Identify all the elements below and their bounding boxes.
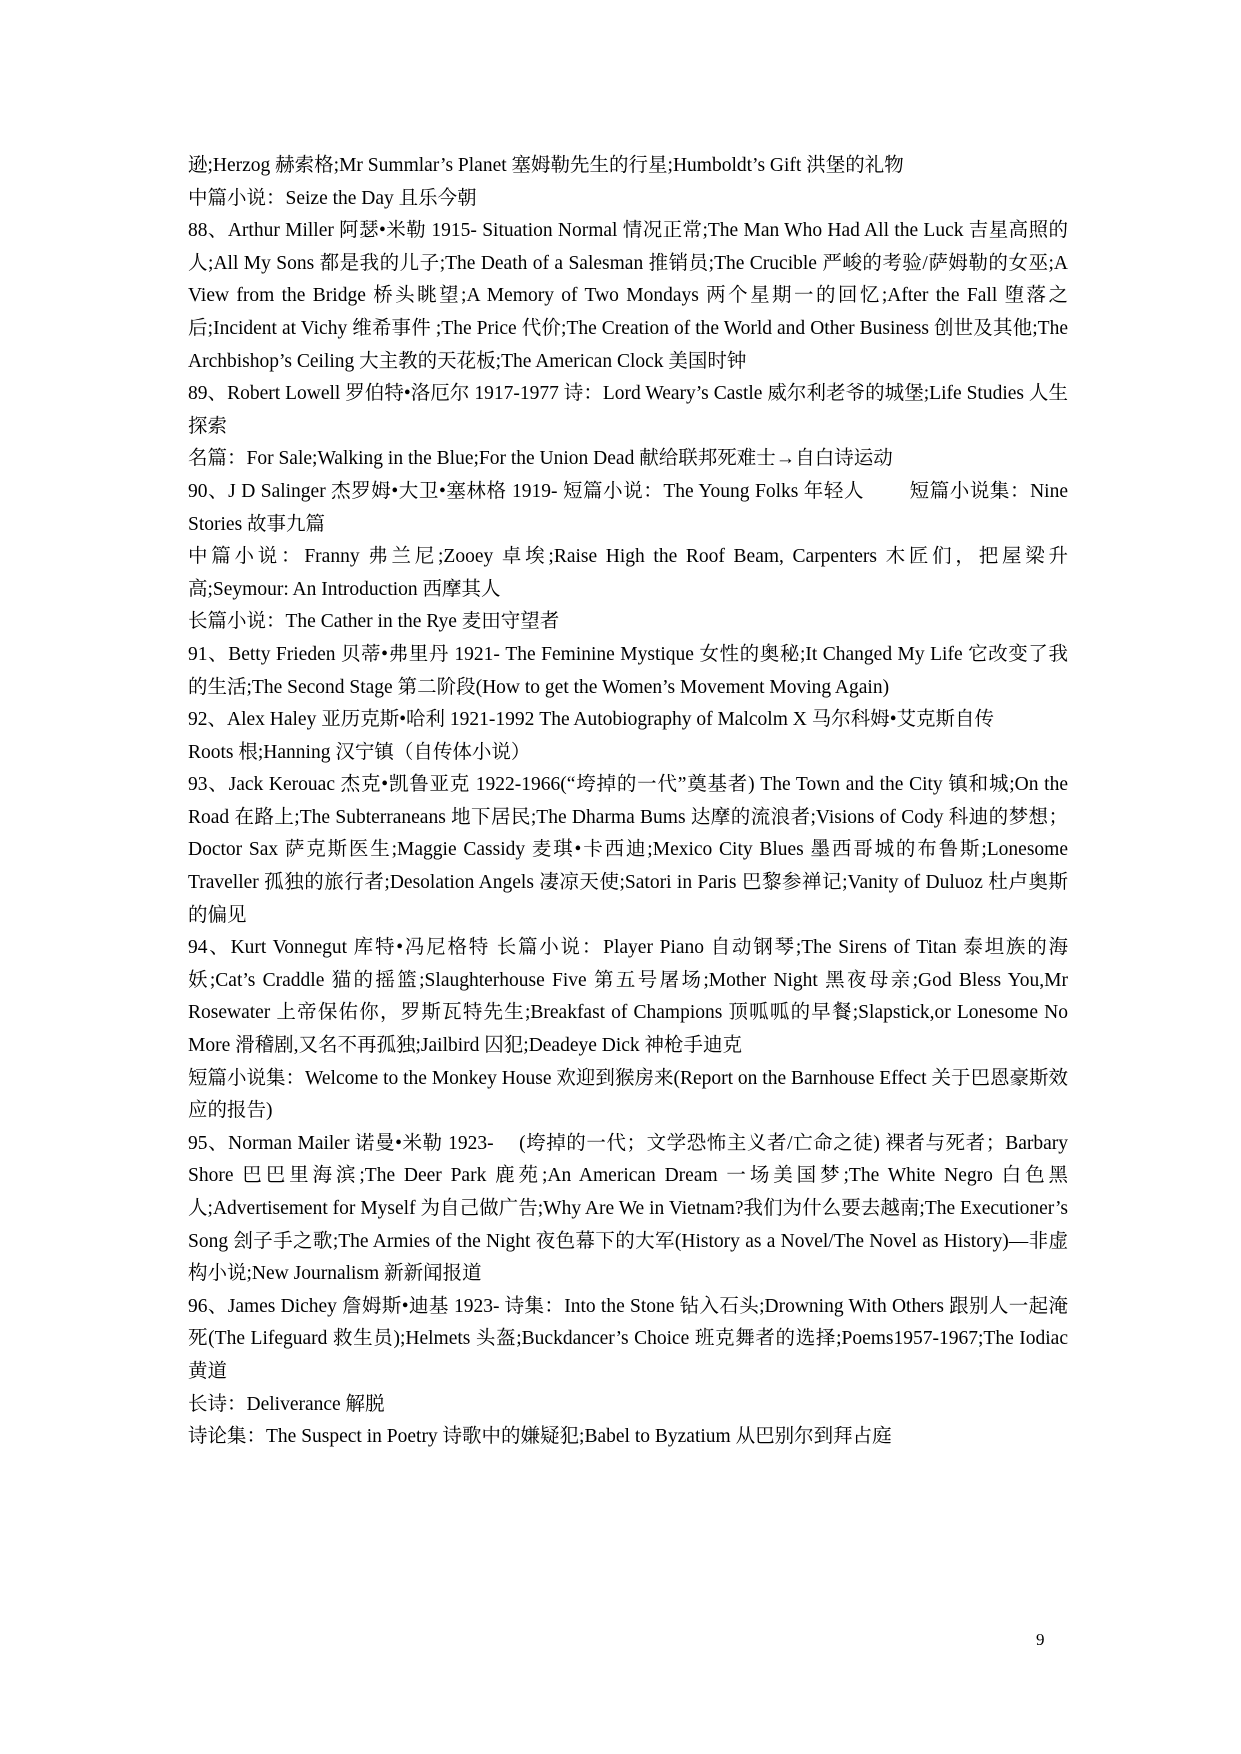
- paragraph: 90、J D Salinger 杰罗姆•大卫•塞林格 1919- 短篇小说：The Young Folks 年轻人 短篇小说集：Nine Stories 故事九篇: [188, 480, 1068, 535]
- paragraph: 长篇小说：The Cather in the Rye 麦田守望者: [188, 611, 560, 633]
- paragraph: 88、Arthur Miller 阿瑟•米勒 1915- Situation Normal 情况正常;The Man Who Had All the Luck 吉星高照的人;All My Sons 都是我的儿子;The Death of a Salesman 推销员;The Crucible 严峻的考验/萨姆勒的女巫;A View from the Bridge 桥头眺望;A Memory of Two Mondays 两个星期一的回忆;After the Fall 堕落之后;Incident at Vichy 维希事件 ;The Price 代价;The Creation of the World and Other Business 创世及其他;The Archbishop’s Ceiling 大主教的天花板;The American Clock 美国时钟: [188, 220, 1068, 372]
- paragraph: 长诗：Deliverance 解脱: [188, 1393, 385, 1415]
- paragraph: 中篇小说：Franny 弗兰尼;Zooey 卓埃;Raise High the Roof Beam, Carpenters 木匠们，把屋梁升高;Seymour: An Introduction 西摩其人: [188, 546, 1068, 600]
- page-body: [188, 150, 1068, 1454]
- paragraph: 名篇：For Sale;Walking in the Blue;For the Union Dead 献给联邦死难士→自白诗运动: [188, 448, 893, 470]
- paragraph: 94、Kurt Vonnegut 库特•冯尼格特 长篇小说：Player Piano 自动钢琴;The Sirens of Titan 泰坦族的海妖;Cat’s Craddle 猫的摇篮;Slaughterhouse Five 第五号屠场;Mother Night 黑夜母亲;God Bless You,Mr Rosewater 上帝保佑你，罗斯瓦特先生;Breakfast of Champions 顶呱呱的早餐;Slapstick,or Lonesome No More 滑稽剧,又名不再孤独;Jailbird 囚犯;Deadeye Dick 神枪手迪克: [188, 937, 1068, 1057]
- paragraph: 逊;Herzog 赫索格;Mr Summlar’s Planet 塞姆勒先生的行星;Humboldt’s Gift 洪堡的礼物: [188, 155, 904, 176]
- paragraph: 中篇小说：Seize the Day 且乐今朝: [188, 187, 477, 209]
- paragraph: Roots 根;Hanning 汉宁镇（自传体小说）: [188, 741, 531, 763]
- page-number: 9: [1036, 1630, 1045, 1649]
- paragraph: 89、Robert Lowell 罗伯特•洛厄尔 1917-1977 诗：Lord Weary’s Castle 威尔利老爷的城堡;Life Studies 人生探索: [188, 383, 1068, 437]
- paragraph: 95、Norman Mailer 诺曼•米勒 1923- (垮掉的一代；文学恐怖主义者/亡命之徒) 裸者与死者；Barbary Shore 巴巴里海滨;The Deer Park 鹿苑;An American Dream 一场美国梦;The White Negro 白色黑人;Advertisement for Myself 为自己做广告;Why Are We in Vietnam?我们为什么要去越南;The Executioner’s Song 刽子手之歌;The Armies of the Night 夜色幕下的大军(History as a Novel/The Novel as History)—非虚构小说;New Journalism 新新闻报道: [188, 1132, 1068, 1285]
- paragraph: 96、James Dichey 詹姆斯•迪基 1923- 诗集：Into the Stone 钻入石头;Drowning With Others 跟别人一起淹死(The Lifeguard 救生员);Helmets 头盔;Buckdancer’s Choice 班克舞者的选择;Poems1957-1967;The Iodiac 黄道: [188, 1295, 1068, 1382]
- paragraph: 93、Jack Kerouac 杰克•凯鲁亚克 1922-1966(“垮掉的一代”奠基者) The Town and the City 镇和城;On the Road 在路上;The Subterraneans 地下居民;The Dharma Bums 达摩的流浪者;Visions of Cody 科迪的梦想；Doctor Sax 萨克斯医生;Maggie Cassidy 麦琪•卡西迪;Mexico City Blues 墨西哥城的布鲁斯;Lonesome Traveller 孤独的旅行者;Desolation Angels 凄凉天使;Satori in Paris 巴黎参禅记;Vanity of Duluoz 杜卢奥斯的偏见: [188, 774, 1068, 926]
- paragraph: 92、Alex Haley 亚历克斯•哈利 1921-1992 The Autobiography of Malcolm X 马尔科姆•艾克斯自传: [188, 709, 995, 731]
- paragraph: 诗论集：The Suspect in Poetry 诗歌中的嫌疑犯;Babel to Byzatium 从巴别尔到拜占庭: [188, 1426, 892, 1448]
- paragraph: 91、Betty Frieden 贝蒂•弗里丹 1921- The Feminine Mystique 女性的奥秘;It Changed My Life 它改变了我的生活;The Second Stage 第二阶段(How to get the Women’s Movement Moving Again): [188, 643, 1068, 698]
- paragraph: 短篇小说集：Welcome to the Monkey House 欢迎到猴房来(Report on the Barnhouse Effect 关于巴恩豪斯效应的报告): [188, 1067, 1068, 1122]
